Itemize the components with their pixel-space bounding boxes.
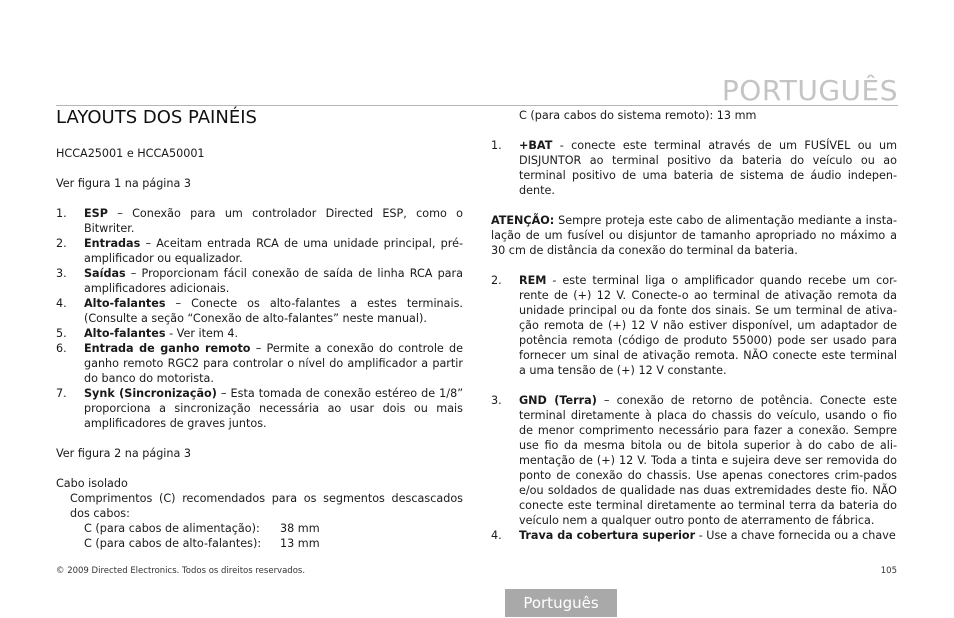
item-number: 7. [56, 387, 67, 400]
cabo-row-value: 38 mm [280, 522, 320, 535]
item-term: GND (Terra) [519, 394, 597, 407]
cabo-row-label: C (para cabos de alimentação): [84, 522, 260, 535]
cabo-description: Comprimentos (C) recomendados para os segmentos descascados dos cabos: [70, 492, 463, 520]
cabo-row-label: C (para cabos de alto-falantes): [84, 537, 262, 550]
left-column [56, 146, 463, 551]
item-term: Alto-falantes [84, 327, 166, 340]
model-line: HCCA25001 e HCCA50001 [56, 147, 205, 160]
item-text: – Conecte os alto-falantes a estes terminais. (Consulte a seção “Conexão de alto-falantes” neste manual). [84, 297, 463, 325]
item-number: 2. [491, 274, 502, 287]
item-text: – Conexão para um controlador Directed ESP, como o Bitwriter. [84, 207, 463, 235]
warning-paragraph [491, 213, 897, 258]
language-tab: Português [505, 589, 617, 617]
list-item [56, 341, 463, 386]
item-term: Trava da cobertura superior [519, 529, 696, 542]
item-term: Entradas [84, 237, 141, 250]
list-item [491, 393, 897, 528]
item-text: - Ver item 4. [165, 327, 239, 340]
item-term: Synk (Sincronização) [84, 387, 217, 400]
item-text: – Permite a conexão do controle de ganho remoto RGC2 para controlar o nível do amplificador a partir do banco do motorista. [84, 342, 464, 385]
list-item [56, 206, 463, 236]
figure-1-reference: Ver figura 1 na página 3 [56, 177, 192, 190]
list-item [491, 528, 897, 543]
cabo-row-continued: C (para cabos do sistema remoto): 13 mm [519, 109, 757, 122]
item-term: REM [519, 274, 547, 287]
figure-2-reference: Ver figura 2 na página 3 [56, 447, 192, 460]
warning-text: Sempre proteja este cabo de alimentação mediante a insta-lação de um fusível ou disjuntor de tamanho apropriado no máximo a 30 cm de distância da conexão do terminal da bateria. [491, 214, 897, 257]
header-title: PORTUGUÊS [721, 74, 898, 107]
cabo-row [56, 536, 463, 551]
item-text: – Aceitam entrada RCA de uma unidade principal, pré-amplificador ou equalizador. [84, 237, 463, 265]
list-item [56, 296, 463, 326]
item-term: Entrada de ganho remoto [84, 342, 251, 355]
item-text: – Esta tomada de conexão estéreo de 1/8” proporciona a sincronização necessária ao usar dois ou mais amplificadores de graves juntos. [84, 387, 463, 430]
cabo-row-value: 13 mm [280, 537, 320, 550]
list-item [491, 273, 897, 378]
item-number: 4. [56, 297, 67, 310]
cabo-title: Cabo isolado [56, 477, 128, 490]
item-term: ESP [84, 207, 108, 220]
item-term: Alto-falantes [84, 297, 166, 310]
item-number: 1. [56, 207, 67, 220]
header-rule [56, 105, 898, 106]
list-item [56, 386, 463, 431]
item-text: - Use a chave fornecida ou a chave [695, 529, 896, 542]
item-number: 6. [56, 342, 67, 355]
item-text: – Proporcionam fácil conexão de saída de linha RCA para amplificadores adicionais. [84, 267, 463, 295]
item-text: – conexão de retorno de potência. Conecte este terminal diretamente à placa do chassis do veículo, usando o fio de menor comprimento necessário para fazer a conexão. Sempre use fio da mesma bitola ou de bitola superior à do cabo de ali-mentação de (+) 12 V. Toda a tinta e sujeira deve ser removida do ponto de conexão do chassis. Use apenas conectores crim-pados e/ou soldados de qualidade nas duas extremidades deste fio. NÃO conecte este terminal diretamente ao terminal terra da bateria do veículo nem a qualquer outro ponto de aterramento de fábrica. [519, 394, 897, 527]
list-item [491, 138, 897, 198]
copyright-footer: © 2009 Directed Electronics. Todos os direitos reservados. [56, 566, 306, 576]
item-term: Saídas [84, 267, 126, 280]
list-item [56, 266, 463, 296]
item-number: 2. [56, 237, 67, 250]
item-number: 1. [491, 139, 502, 152]
list-item [56, 326, 463, 341]
item-text: - este terminal liga o amplificador quando recebe um cor-rente de (+) 12 V. Conecte-o ao terminal de ativação remota da unidade principal ou da fonte dos sinais. Se um terminal de ativa-ção remota de (+) 12 V não estiver disponível, um adaptador de potência remota (código de produto 55000) pode ser usado para fornecer um sinal de ativação remota. NÃO conecte este terminal a uma tensão de (+) 12 V constante. [519, 274, 897, 377]
item-number: 3. [56, 267, 67, 280]
right-column [491, 108, 897, 543]
list-item [56, 236, 463, 266]
item-text: - conecte este terminal através de um FUSÍVEL ou um DISJUNTOR ao terminal positivo da bateria do veículo ou ao terminal positivo de uma bateria de sistema de áudio indepen-dente. [519, 139, 897, 197]
cabo-row [56, 521, 463, 536]
warning-label: ATENÇÃO: [491, 214, 555, 227]
section-title: LAYOUTS DOS PAINÉIS [56, 107, 257, 128]
page-number: 105 [880, 566, 897, 576]
item-number: 3. [491, 394, 502, 407]
item-number: 5. [56, 327, 67, 340]
item-number: 4. [491, 529, 502, 542]
item-term: +BAT [519, 139, 553, 152]
